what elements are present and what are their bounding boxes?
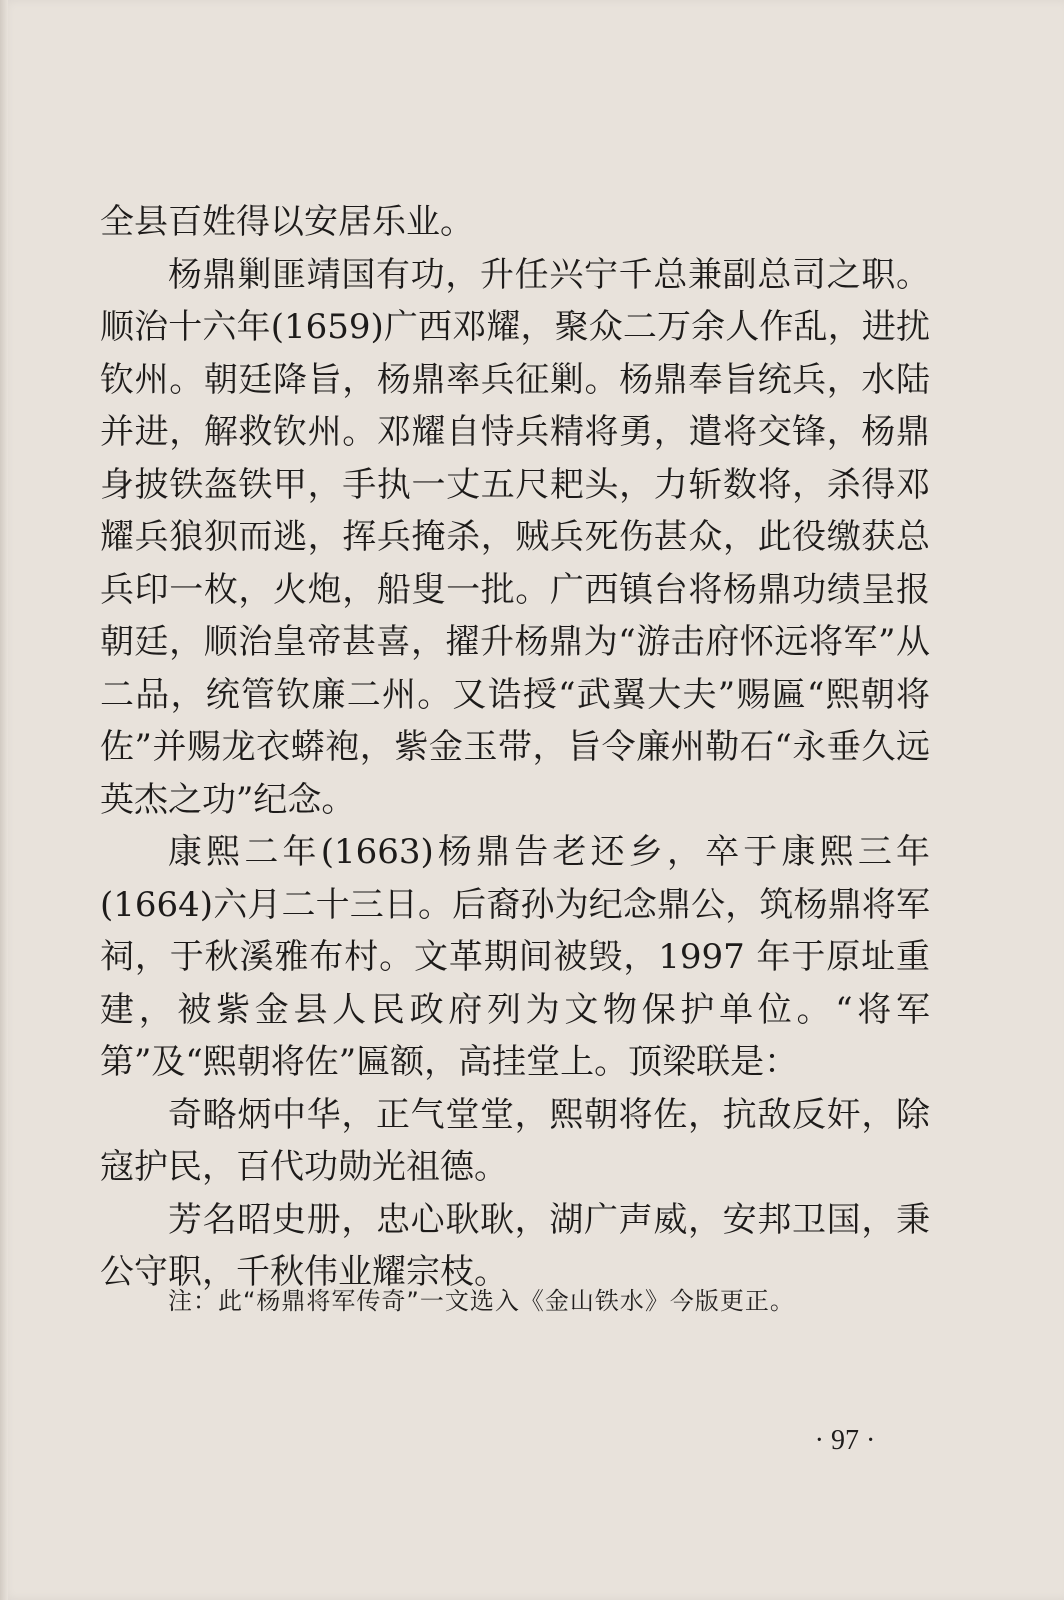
editor-note: 注：此“杨鼎将军传奇”一文选入《金山铁水》今版更正。 xyxy=(168,1287,795,1315)
body-text xyxy=(100,196,930,1299)
couplet-line-1: 奇略炳中华，正气堂堂，熙朝将佐，抗敌反奸，除寇护民，百代功勋光祖德。 xyxy=(100,1094,930,1187)
paragraph-military-career: 杨鼎剿匪靖国有功，升任兴宁千总兼副总司之职。顺治十六年(1659)广西邓耀，聚众二万余人作乱，进扰钦州。朝廷降旨，杨鼎率兵征剿。杨鼎奉旨统兵，水陆并进，解救钦州。邓耀自恃兵精将勇，遣将交锋，杨鼎身披铁盔铁甲，手执一丈五尺耙头，力斩数将，杀得邓耀兵狼狈而逃，挥兵掩杀，贼兵死伤甚众，此役缴获总兵印一枚，火炮，船叟一批。广西镇台将杨鼎功绩呈报朝廷，顺治皇帝甚喜，擢升杨鼎为“游击府怀远将军”从二品，统管钦廉二州。又诰授“武翼大夫”赐匾“熙朝将佐”并赐龙衣蟒袍，紫金玉带，旨令廉州勒石“永垂久远英杰之功”纪念。 xyxy=(100,254,930,820)
paragraph-continuation: 全县百姓得以安居乐业。 xyxy=(100,202,474,242)
paragraph-retirement-and-shrine: 康熙二年(1663)杨鼎告老还乡，卒于康熙三年(1664)六月二十三日。后裔孙为纪念鼎公，筑杨鼎将军祠，于秋溪雅布村。文革期间被毁，1997 年于原址重建，被紫金县人民政府列为文物保护单位。“将军第”及“熙朝将佐”匾额，高挂堂上。顶梁联是： xyxy=(100,832,930,1082)
couplet-line-2: 芳名昭史册，忠心耿耿，湖广声威，安邦卫国，秉公守职，千秋伟业耀宗枝。 xyxy=(100,1199,930,1292)
page-number: · 97 · xyxy=(814,1425,876,1456)
page-binding-edge xyxy=(0,0,8,1600)
